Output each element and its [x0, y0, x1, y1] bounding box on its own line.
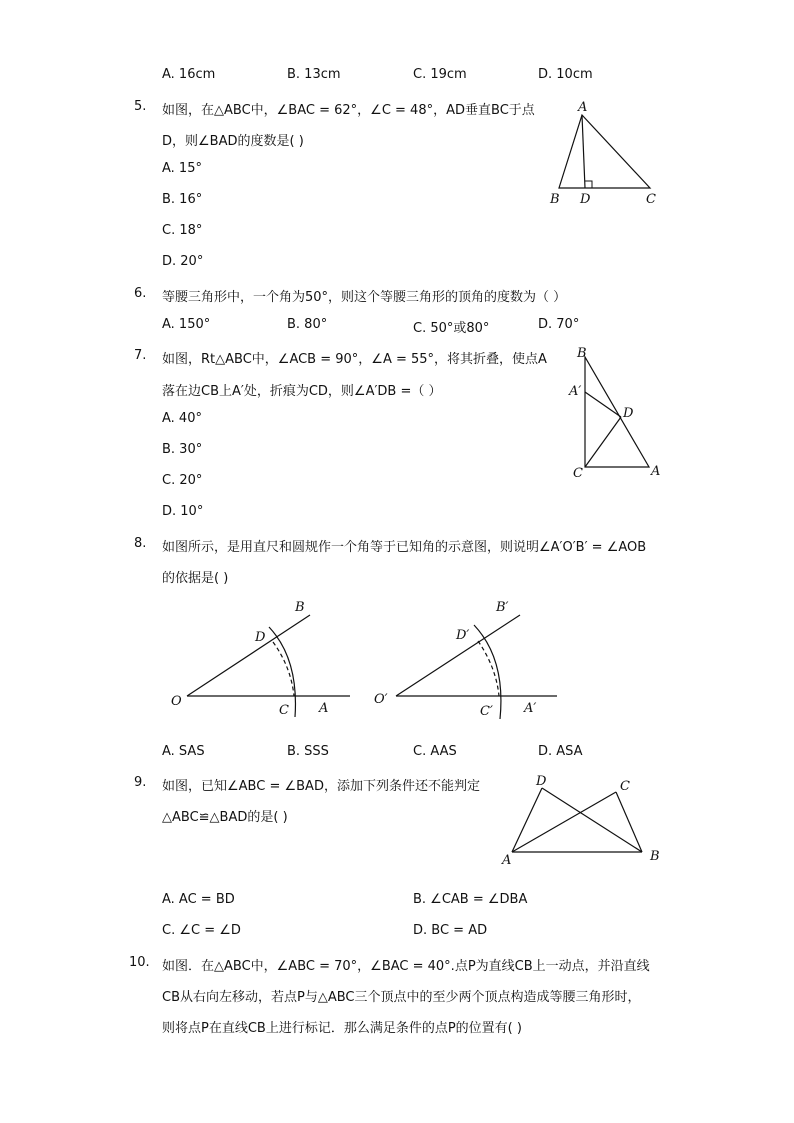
question-text-line1: 如图，Rt△ABC中，∠ACB = 90°，∠A = 55°，将其折叠，使点A — [162, 352, 547, 367]
q8-angle-figure-right — [372, 595, 572, 725]
option-d: D. 10° — [162, 504, 204, 519]
label-o: O — [171, 694, 182, 709]
option-b: B. 13cm — [287, 67, 341, 82]
option-c: C. 20° — [162, 473, 203, 488]
question-text-line1: 如图，在△ABC中，∠BAC = 62°，∠C = 48°，AD垂直BC于点 — [162, 103, 535, 118]
label-b: B — [650, 849, 660, 864]
question-text-line1: 等腰三角形中，一个角为50°，则这个等腰三角形的顶角的度数为（ ） — [162, 290, 567, 305]
question-text-line2: 落在边CB上A′处，折痕为CD，则∠A′DB =（ ） — [162, 384, 442, 399]
option-b: B. 30° — [162, 442, 203, 457]
option-a: A. 15° — [162, 161, 202, 176]
option-b: B. SSS — [287, 744, 329, 759]
option-d: D. 70° — [538, 317, 580, 332]
q9-triangles-figure — [498, 770, 668, 870]
option-b: B. 80° — [287, 317, 328, 332]
option-a: A. 150° — [162, 317, 211, 332]
q5-triangle-figure — [540, 95, 670, 210]
question-text-line1: 如图所示，是用直尺和圆规作一个角等于已知角的示意图，则说明∠A′O′B′ = ∠AOB — [162, 540, 647, 555]
label-c: C — [573, 466, 583, 481]
q8-angle-figure-left — [165, 595, 365, 725]
option-d: D. ASA — [538, 744, 583, 759]
question-text-line1: 如图．在△ABC中，∠ABC = 70°，∠BAC = 40°.点P为直线CB上一动点，并沿直线 — [162, 959, 650, 974]
option-c: C. 50°或80° — [413, 321, 490, 336]
label-a: A — [319, 701, 329, 716]
question-text-line2: 的依据是( ) — [162, 571, 229, 586]
question-text-line2: CB从右向左移动，若点P与△ABC三个顶点中的至少两个顶点构造成等腰三角形时， — [162, 990, 641, 1005]
option-d: D. BC = AD — [413, 923, 488, 938]
question-number: 8. — [134, 536, 147, 551]
question-text-line2: △ABC≌△BAD的是( ) — [162, 810, 288, 825]
label-a-prime: A′ — [524, 701, 537, 716]
q7-fold-figure — [565, 345, 675, 485]
option-b: B. 16° — [162, 192, 203, 207]
option-c: C. 19cm — [413, 67, 467, 82]
label-o-prime: O′ — [374, 692, 388, 707]
question-number: 6. — [134, 286, 147, 301]
option-a: A. SAS — [162, 744, 205, 759]
label-b: B — [577, 346, 587, 361]
label-c-prime: C′ — [480, 704, 493, 719]
question-number: 5. — [134, 99, 147, 114]
question-text-line2: D，则∠BAD的度数是( ) — [162, 134, 304, 149]
label-a-prime: A′ — [569, 384, 582, 399]
label-c: C — [279, 703, 289, 718]
question-text-line3: 则将点P在直线CB上进行标记．那么满足条件的点P的位置有( ) — [162, 1021, 522, 1036]
option-c: C. AAS — [413, 744, 457, 759]
label-d-prime: D′ — [456, 628, 470, 643]
option-b: B. ∠CAB = ∠DBA — [413, 892, 528, 907]
option-c: C. 18° — [162, 223, 203, 238]
option-a: A. AC = BD — [162, 892, 235, 907]
label-c: C — [620, 779, 630, 794]
question-text-line1: 如图，已知∠ABC = ∠BAD，添加下列条件还不能判定 — [162, 779, 480, 794]
label-d: D — [623, 406, 634, 421]
label-d: D — [255, 630, 266, 645]
label-b: B — [295, 600, 305, 615]
label-d: D — [536, 774, 547, 789]
option-a: A. 16cm — [162, 67, 216, 82]
label-b-prime: B′ — [496, 600, 509, 615]
question-number: 10. — [129, 955, 150, 970]
label-a: A — [578, 100, 588, 115]
label-a: A — [651, 464, 661, 479]
label-b: B — [550, 192, 560, 207]
option-c: C. ∠C = ∠D — [162, 923, 241, 938]
label-a: A — [502, 853, 512, 868]
question-number: 9. — [134, 775, 147, 790]
label-c: C — [646, 192, 656, 207]
option-a: A. 40° — [162, 411, 202, 426]
label-d: D — [580, 192, 591, 207]
option-d: D. 10cm — [538, 67, 593, 82]
question-number: 7. — [134, 348, 147, 363]
option-d: D. 20° — [162, 254, 204, 269]
